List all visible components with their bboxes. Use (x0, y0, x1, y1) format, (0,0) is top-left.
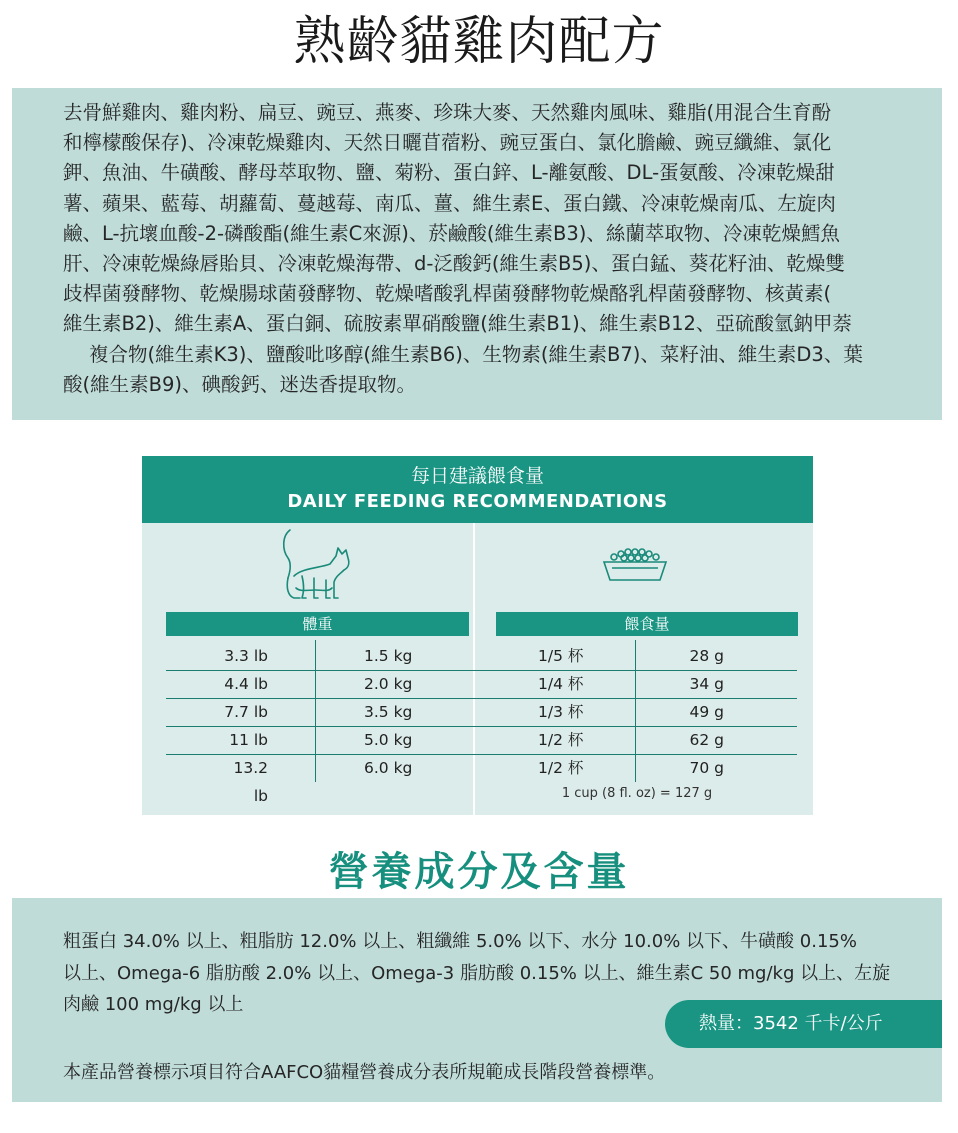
weight-lb: 4.4 lb (224, 675, 268, 693)
ingredients-line: 歧桿菌發酵物、乾燥腸球菌發酵物、乾燥嗜酸乳桿菌發酵物乾燥酪乳桿菌發酵物、核黃素( (63, 282, 832, 306)
ingredients-line: 鉀、魚油、牛磺酸、酵母萃取物、鹽、菊粉、蛋白鋅、L-離氨酸、DL-蛋氨酸、冷凍乾燥甜 (63, 161, 835, 185)
table-row (142, 670, 813, 698)
amount-header: 餵食量 (496, 612, 798, 636)
ingredients-line: 複合物(維生素K3)、鹽酸吡哆醇(維生素B6)、生物素(維生素B7)、菜籽油、維生素D3、葉 (89, 342, 863, 366)
amount-grams: 34 g (689, 675, 724, 693)
table-row (142, 726, 813, 754)
page-title: 熟齡貓雞肉配方 (293, 12, 665, 72)
nutrition-line: 以上、Omega-6 脂肪酸 2.0% 以上、Omega-3 脂肪酸 0.15% 以上、維生素C 50 mg/kg 以上、左旋 (63, 962, 891, 984)
amount-cup: 1/4 杯 (538, 675, 584, 693)
ingredients-list (63, 98, 893, 400)
feeding-table (139, 453, 816, 818)
food-bowl-icon (600, 546, 670, 586)
amount-cup: 1/2 杯 (538, 759, 584, 777)
amount-cup: 1/5 杯 (538, 647, 584, 665)
weight-lb: 7.7 lb (224, 703, 268, 721)
calorie-badge: 熱量：3542 千卡/公斤 (665, 1000, 942, 1048)
ingredients-line: 酸(維生素B9)、碘酸鈣、迷迭香提取物。 (63, 372, 416, 396)
amount-cup: 1/3 杯 (538, 703, 584, 721)
nutrition-line: 粗蛋白 34.0% 以上、粗脂肪 12.0% 以上、粗纖維 5.0% 以下、水分 10.0% 以下、牛磺酸 0.15% (63, 931, 857, 952)
aafco-statement: 本產品營養標示項目符合AAFCO貓糧營養成分表所規範成長階段營養標準。 (63, 1062, 666, 1083)
weight-kg: 2.0 kg (364, 675, 413, 693)
amount-grams: 28 g (689, 647, 724, 665)
ingredients-line: 鹼、L-抗壞血酸-2-磷酸酯(維生素C來源)、菸鹼酸(維生素B3)、絲蘭萃取物、冷凍乾燥鱈魚 (63, 221, 840, 245)
table-row (142, 642, 813, 670)
feeding-title-en: DAILY FEEDING RECOMMENDATIONS (287, 491, 668, 512)
amount-cup: 1/2 杯 (538, 731, 584, 749)
weight-lb: 3.3 lb (224, 647, 268, 665)
feeding-header (142, 456, 813, 523)
ingredients-line: 維生素B2)、維生素A、蛋白銅、硫胺素單硝酸鹽(維生素B1)、維生素B12、亞硫酸氫鈉甲萘 (63, 312, 852, 336)
weight-kg: 5.0 kg (364, 731, 413, 749)
nutrition-line: 肉鹼 100 mg/kg 以上 (63, 994, 244, 1015)
feeding-title-zh: 每日建議餵食量 (410, 465, 544, 487)
cat-icon (272, 528, 357, 606)
weight-kg: 6.0 kg (364, 759, 413, 777)
amount-grams: 62 g (689, 731, 724, 749)
feeding-table-body (142, 456, 813, 815)
cup-conversion-note: 1 cup (8 fl. oz) = 127 g (561, 786, 713, 801)
ingredients-line: 薯、蘋果、藍莓、胡蘿蔔、蔓越莓、南瓜、薑、維生素E、蛋白鐵、冷凍乾燥南瓜、左旋肉 (63, 191, 836, 215)
ingredients-line: 去骨鮮雞肉、雞肉粉、扁豆、豌豆、燕麥、珍珠大麥、天然雞肉風味、雞脂(用混合生育酚 (63, 101, 832, 124)
nutrition-title: 營養成分及含量 (328, 849, 630, 895)
ingredients-line: 肝、冷凍乾燥綠唇貽貝、冷凍乾燥海帶、d-泛酸鈣(維生素B5)、蛋白錳、葵花籽油、乾燥雙 (63, 251, 845, 275)
ingredients-line: 和檸檬酸保存)、冷凍乾燥雞肉、天然日曬苜蓿粉、豌豆蛋白、氯化膽鹼、豌豆纖維、氯化 (63, 131, 832, 155)
weight-kg: 3.5 kg (364, 703, 413, 721)
weight-lb: 13.2 lb (233, 759, 268, 805)
weight-kg: 1.5 kg (364, 647, 413, 665)
amount-grams: 49 g (689, 703, 724, 721)
table-row (142, 698, 813, 726)
amount-grams: 70 g (689, 759, 724, 777)
weight-header: 體重 (166, 612, 469, 636)
weight-lb: 11 lb (229, 731, 268, 749)
